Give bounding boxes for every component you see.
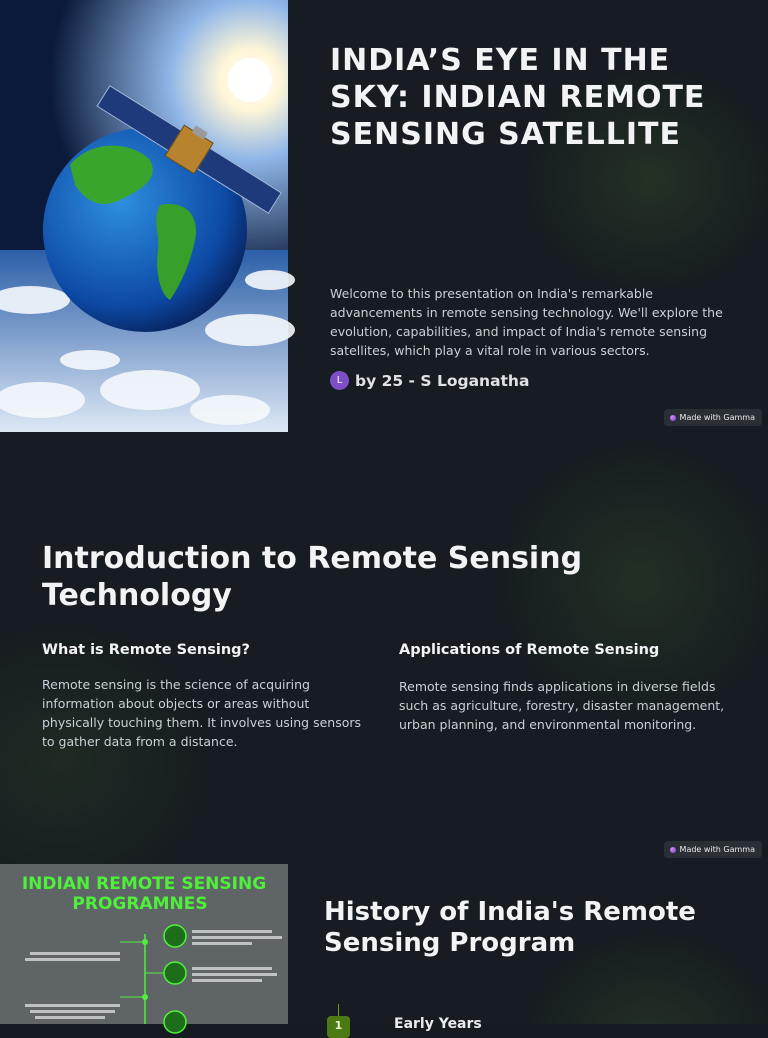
gamma-logo-icon	[670, 847, 676, 853]
author-byline	[330, 371, 529, 390]
intro-paragraph: Welcome to this presentation on India's remarkable advancements in remote sensing technology. We'll explore the evolution, capabilities, and impact of India's remote sensing satellites, which play a vital role in various sectors.	[330, 286, 723, 358]
infographic-title-line1: INDIAN REMOTE SENSING	[21, 874, 267, 894]
title-slide	[0, 0, 768, 432]
gamma-logo-icon	[670, 415, 676, 421]
section-body: Remote sensing finds applications in diverse fields such as agriculture, forestry, disaster management, urban planning, and environmental monitoring.	[399, 679, 725, 732]
what-is-remote-sensing-section	[42, 642, 372, 751]
satellite-earth-image	[0, 0, 288, 432]
badge-label: Made with Gamma	[679, 413, 755, 422]
section-body: Remote sensing is the science of acquiring information about objects or areas without physically touching them. It involves using sensors to gather data from a distance.	[42, 677, 362, 749]
badge-label: Made with Gamma	[679, 845, 755, 854]
section-heading: Applications of Remote Sensing	[399, 642, 660, 658]
presentation-title: INDIA’S EYE IN THE SKY: INDIAN REMOTE SENSING SATELLITE	[330, 43, 706, 152]
made-with-gamma-badge[interactable]	[664, 841, 762, 858]
applications-section	[399, 642, 729, 734]
slide-title: History of India's Remote Sensing Program	[324, 897, 696, 958]
author-name: by 25 - S Loganatha	[355, 371, 530, 390]
section-heading: What is Remote Sensing?	[42, 642, 250, 658]
intro-slide	[0, 432, 768, 864]
avatar: L	[330, 371, 349, 390]
history-slide	[0, 864, 768, 1032]
infographic-title-line2: PROGRAMNES	[72, 894, 208, 914]
timeline-step-label: Early Years	[394, 1016, 482, 1032]
slide-title: Introduction to Remote Sensing Technology	[42, 541, 583, 613]
programmes-infographic-image	[0, 864, 288, 1024]
timeline-step-number: 1	[327, 1016, 350, 1038]
made-with-gamma-badge[interactable]	[664, 409, 762, 426]
